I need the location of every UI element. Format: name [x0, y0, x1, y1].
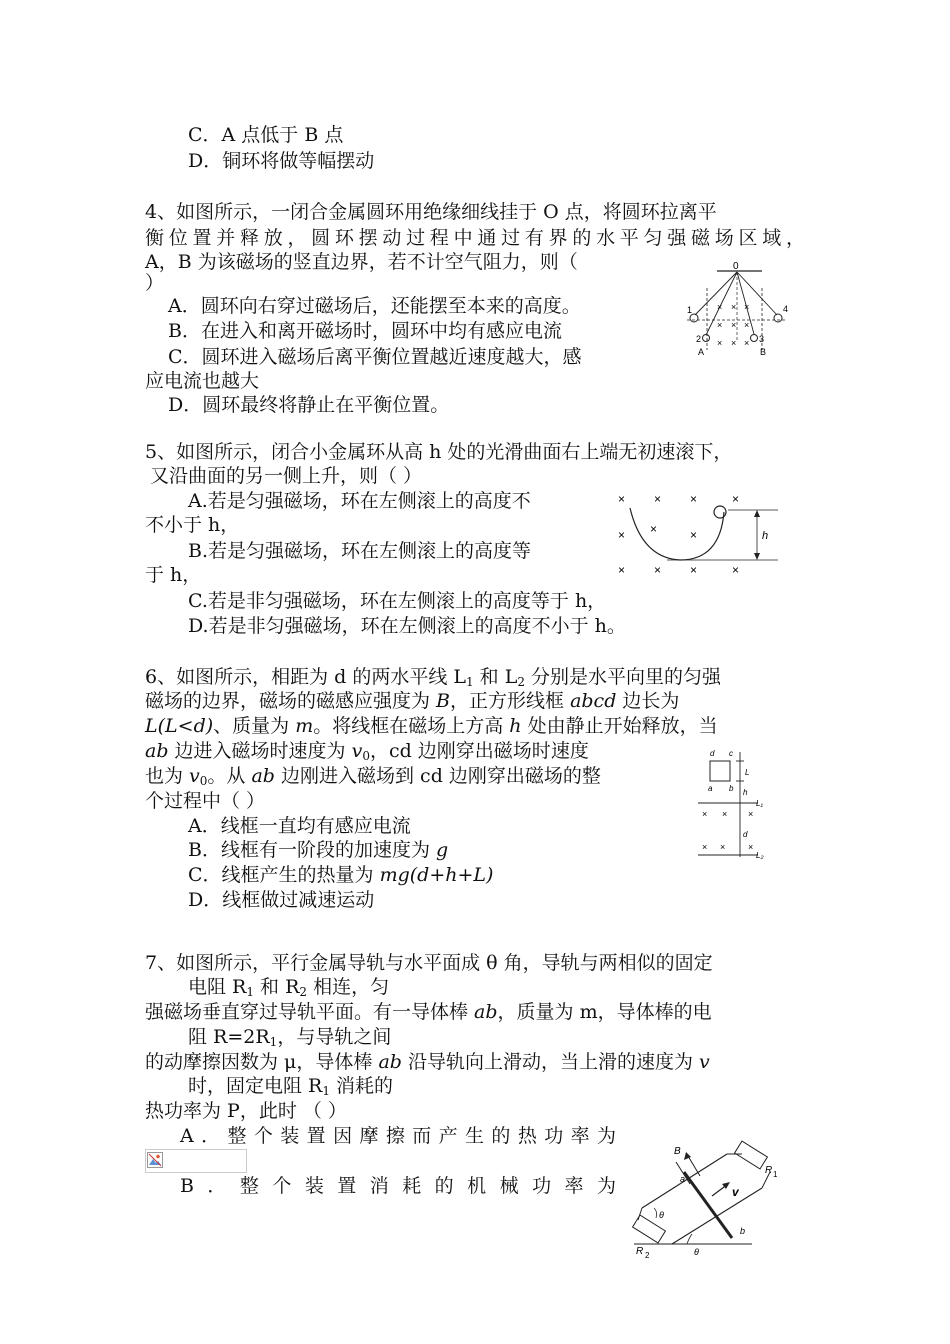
svg-text:×: ×	[690, 492, 698, 506]
svg-text:L₁: L₁	[756, 799, 763, 808]
svg-text:×: ×	[702, 809, 708, 819]
q4-stem-line4: ）	[145, 272, 165, 294]
svg-text:×: ×	[654, 563, 662, 577]
svg-text:×: ×	[690, 528, 698, 542]
svg-text:θ: θ	[659, 1210, 664, 1220]
svg-text:4: 4	[783, 304, 789, 314]
q6-stem-line4: ab 边进入磁场时速度为 $v_0$，cd 边刚穿出磁场时速度	[145, 740, 589, 763]
q4-option-d: D．圆环最终将静止在平衡位置。	[168, 394, 450, 416]
q6-stem-line1: 6、如图所示，相距为 d 的两水平线 $L_1$ 和 $L_2$ 分别是水平向里的匀强	[145, 666, 722, 689]
svg-text:b: b	[729, 784, 734, 793]
svg-text:×: ×	[717, 302, 723, 312]
svg-text:c: c	[729, 749, 733, 758]
svg-text:×: ×	[748, 809, 754, 819]
svg-text:L: L	[745, 768, 750, 777]
svg-text:×: ×	[717, 320, 723, 330]
broken-image-placeholder	[145, 1149, 247, 1173]
q6-stem-line6: 个过程中（ ）	[145, 790, 266, 812]
q4-option-c-line1: C．圆环进入磁场后离平衡位置越近速度越大，感	[168, 346, 582, 368]
svg-text:3: 3	[759, 334, 765, 344]
q3-option-c: C．A 点低于 B 点	[188, 124, 344, 146]
q5-curve-figure	[612, 488, 784, 578]
svg-text:d: d	[743, 830, 748, 839]
svg-text:×: ×	[732, 563, 740, 577]
q7-stem-line5: 的动摩擦因数为 μ，导体棒 ab 沿导轨向上滑动，当上滑的速度为 v	[145, 1051, 710, 1073]
q4-label-o: 0	[733, 261, 739, 272]
svg-text:×: ×	[722, 809, 728, 819]
q5-option-c: C.若是非匀强磁场，环在左侧滚上的高度等于 h，	[188, 590, 607, 612]
q6-option-b: B．线框有一阶段的加速度为 g	[188, 839, 449, 861]
q4-option-c-line2: 应电流也越大	[145, 370, 260, 392]
svg-text:R: R	[765, 1165, 773, 1176]
svg-text:×: ×	[744, 302, 750, 312]
q3-option-d: D．铜环将做等幅摆动	[188, 150, 375, 172]
q4-stem-line3: A，B 为该磁场的竖直边界，若不计空气阻力，则（	[145, 251, 578, 273]
svg-text:θ: θ	[694, 1247, 699, 1257]
q7-stem-line1: 7、如图所示，平行金属导轨与水平面成 θ 角，导轨与两相似的固定	[145, 952, 713, 974]
q4-stem-line2: 衡位置并释放，圆环摆动过程中通过有界的水平匀强磁场区域，	[145, 227, 805, 249]
svg-text:×: ×	[732, 492, 740, 506]
svg-text:×: ×	[618, 528, 626, 542]
svg-text:×: ×	[618, 563, 626, 577]
broken-image-icon	[147, 1152, 163, 1168]
q7-stem-line3: 强磁场垂直穿过导轨平面。有一导体棒 ab，质量为 m，导体棒的电	[145, 1001, 712, 1023]
svg-text:L₂: L₂	[756, 851, 764, 860]
q6-option-a: A．线框一直均有感应电流	[188, 815, 411, 837]
q7-stem-line6: 时，固定电阻 $R_1$ 消耗的	[188, 1075, 394, 1098]
svg-text:×: ×	[717, 338, 723, 348]
svg-text:×: ×	[731, 320, 737, 330]
svg-text:×: ×	[744, 320, 750, 330]
svg-text:R: R	[636, 1246, 644, 1257]
svg-text:B: B	[760, 347, 767, 357]
svg-text:1: 1	[773, 1170, 778, 1179]
q5-option-b-line2: 于 h，	[145, 564, 202, 586]
q5-option-a-line1: A.若是匀强磁场，环在左侧滚上的高度不	[188, 490, 531, 512]
q5-stem-line1: 5、如图所示，闭合小金属环从高 h 处的光滑曲面右上端无初速滚下，	[145, 441, 733, 463]
svg-text:×: ×	[702, 842, 708, 852]
svg-text:B: B	[674, 1146, 681, 1157]
svg-text:×: ×	[720, 842, 726, 852]
q7-stem-line7: 热功率为 P，此时 （ ）	[145, 1100, 347, 1122]
svg-text:×: ×	[654, 492, 662, 506]
q5-stem-line2: 又沿曲面的另一侧上升，则（ ）	[150, 465, 423, 487]
svg-text:×: ×	[748, 842, 754, 852]
q4-pendulum-figure	[682, 258, 792, 358]
svg-text:×: ×	[731, 302, 737, 312]
q7-stem-line2: 电阻 $R_1$ 和 $R_2$ 相连，匀	[188, 976, 390, 999]
q7-option-b: B．整个装置消耗的机械功率为	[180, 1175, 616, 1197]
svg-text:×: ×	[650, 522, 658, 536]
q5-option-d: D.若是非匀强磁场，环在左侧滚上的高度不小于 h。	[188, 615, 626, 637]
q6-stem-line3: L(L<d)、质量为 m。将线框在磁场上方高 h 处由静止开始释放，当	[145, 715, 718, 737]
q6-stem-line5: 也为 $v_0$。从 ab 边刚进入磁场到 cd 边刚穿出磁场的整	[145, 765, 601, 788]
svg-text:×: ×	[690, 563, 698, 577]
q4-option-a: A．圆环向右穿过磁场后，还能摆至本来的高度。	[168, 295, 581, 317]
q4-stem-line1: 4、如图所示，一闭合金属圆环用绝缘细线挂于 O 点，将圆环拉离平	[145, 201, 717, 223]
svg-text:×: ×	[618, 492, 626, 506]
q5-option-a-line2: 不小于 h，	[145, 514, 240, 536]
svg-text:b: b	[740, 1226, 746, 1236]
svg-text:v: v	[732, 1185, 739, 1199]
q7-stem-line4: 阻 $R=2R_1$，与导轨之间	[188, 1026, 392, 1049]
svg-text:2: 2	[645, 1251, 650, 1260]
svg-text:a: a	[680, 1174, 686, 1184]
svg-text:×: ×	[744, 338, 750, 348]
q6-option-d: D．线框做过减速运动	[188, 889, 375, 911]
q4-option-b: B．在进入和离开磁场时，圆环中均有感应电流	[168, 320, 562, 342]
svg-text:×: ×	[731, 338, 737, 348]
q5-option-b-line1: B.若是匀强磁场，环在左侧滚上的高度等	[188, 540, 532, 562]
svg-text:A: A	[698, 347, 705, 357]
q5-label-h: h	[762, 530, 769, 542]
svg-text:d: d	[710, 749, 715, 758]
svg-text:1: 1	[687, 305, 693, 315]
q7-rail-figure	[632, 1138, 782, 1262]
svg-text:a: a	[708, 784, 713, 793]
q6-stem-line2: 磁场的边界，磁场的磁感应强度为 B，正方形线框 abcd 边长为	[145, 690, 680, 712]
svg-text:2: 2	[696, 334, 702, 344]
q7-option-a: A．整个装置因摩擦而产生的热功率为	[180, 1125, 616, 1147]
q6-option-c: C．线框产生的热量为 mg(d+h+L)	[188, 864, 494, 886]
svg-text:h: h	[743, 788, 748, 797]
q6-coil-figure	[696, 744, 776, 862]
